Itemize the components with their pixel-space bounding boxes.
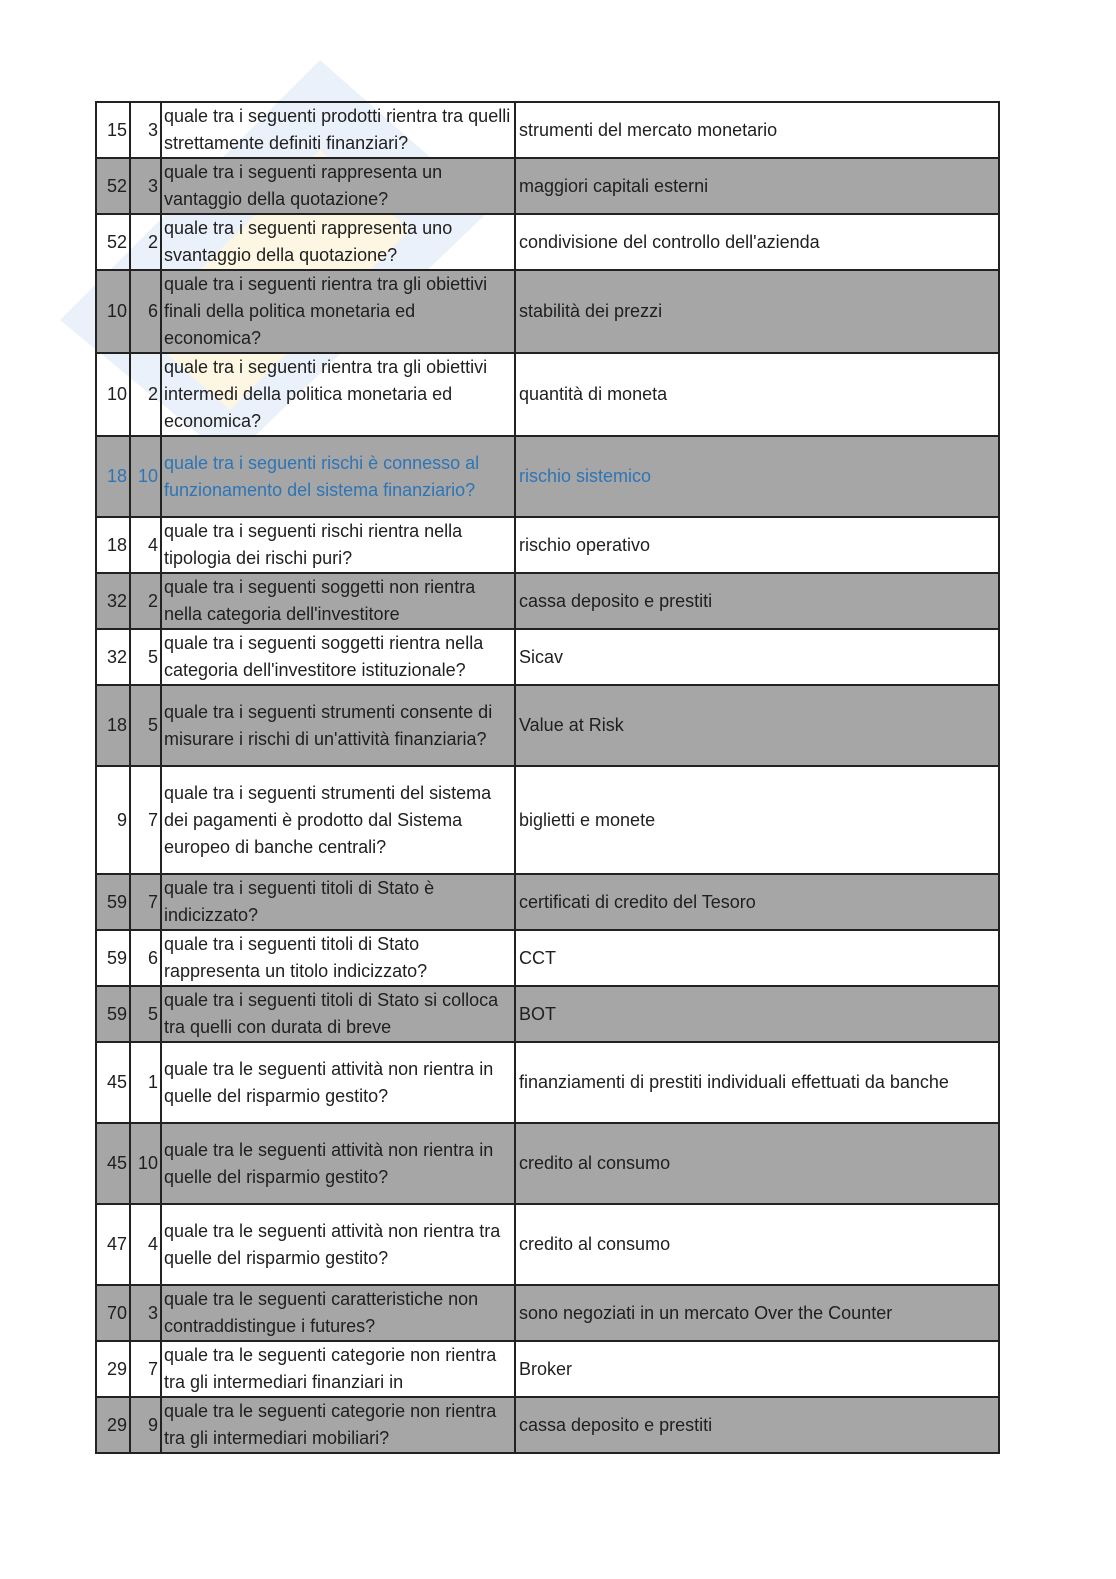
- cell-question: quale tra le seguenti categorie non rientra tra gli intermediari finanziari in: [161, 1341, 515, 1397]
- cell-chapter-number: 15: [96, 102, 130, 158]
- cell-question-number: 6: [130, 930, 161, 986]
- cell-question-number: 5: [130, 629, 161, 685]
- cell-answer: Sicav: [515, 629, 999, 685]
- quiz-answer-table: [95, 101, 1000, 1454]
- cell-question: quale tra i seguenti soggetti rientra nella categoria dell'investitore istituzionale?: [161, 629, 515, 685]
- cell-question: quale tra i seguenti rientra tra gli obiettivi finali della politica monetaria ed economica?: [161, 270, 515, 353]
- cell-question: quale tra i seguenti strumenti del sistema dei pagamenti è prodotto dal Sistema europeo di banche centrali?: [161, 766, 515, 874]
- cell-answer: maggiori capitali esterni: [515, 158, 999, 214]
- cell-question-number: 3: [130, 158, 161, 214]
- cell-chapter-number: 29: [96, 1341, 130, 1397]
- cell-answer: sono negoziati in un mercato Over the Counter: [515, 1285, 999, 1341]
- cell-chapter-number: 29: [96, 1397, 130, 1453]
- cell-question: quale tra i seguenti rappresenta un vantaggio della quotazione?: [161, 158, 515, 214]
- cell-question-number: 10: [130, 436, 161, 517]
- cell-question: quale tra i seguenti rappresenta uno svantaggio della quotazione?: [161, 214, 515, 270]
- cell-question: quale tra i seguenti rischi rientra nella tipologia dei rischi puri?: [161, 517, 515, 573]
- table-row: [96, 930, 999, 986]
- table-row: [96, 353, 999, 436]
- cell-answer: rischio sistemico: [515, 436, 999, 517]
- cell-question: quale tra i seguenti prodotti rientra tra quelli strettamente definiti finanziari?: [161, 102, 515, 158]
- cell-answer: credito al consumo: [515, 1204, 999, 1285]
- cell-question: quale tra i seguenti titoli di Stato è indicizzato?: [161, 874, 515, 930]
- table-row: [96, 1397, 999, 1453]
- cell-answer: rischio operativo: [515, 517, 999, 573]
- cell-answer: condivisione del controllo dell'azienda: [515, 214, 999, 270]
- table-body: [96, 102, 999, 1453]
- cell-question-number: 7: [130, 874, 161, 930]
- cell-chapter-number: 18: [96, 517, 130, 573]
- cell-question: quale tra i seguenti rischi è connesso al funzionamento del sistema finanziario?: [161, 436, 515, 517]
- cell-question-number: 4: [130, 1204, 161, 1285]
- cell-question-number: 1: [130, 1042, 161, 1123]
- table-row: [96, 436, 999, 517]
- cell-answer: credito al consumo: [515, 1123, 999, 1204]
- table-row: [96, 270, 999, 353]
- cell-chapter-number: 45: [96, 1042, 130, 1123]
- cell-chapter-number: 59: [96, 874, 130, 930]
- cell-question: quale tra i seguenti titoli di Stato rappresenta un titolo indicizzato?: [161, 930, 515, 986]
- cell-chapter-number: 32: [96, 629, 130, 685]
- cell-answer: cassa deposito e prestiti: [515, 573, 999, 629]
- table-row: [96, 214, 999, 270]
- table-row: [96, 1204, 999, 1285]
- table-row: [96, 766, 999, 874]
- cell-question: quale tra i seguenti rientra tra gli obiettivi intermedi della politica monetaria ed economica?: [161, 353, 515, 436]
- cell-question: quale tra le seguenti attività non rientra tra quelle del risparmio gestito?: [161, 1204, 515, 1285]
- cell-chapter-number: 45: [96, 1123, 130, 1204]
- cell-answer: stabilità dei prezzi: [515, 270, 999, 353]
- table-row: [96, 629, 999, 685]
- cell-question-number: 3: [130, 102, 161, 158]
- cell-answer: strumenti del mercato monetario: [515, 102, 999, 158]
- cell-chapter-number: 52: [96, 214, 130, 270]
- cell-question-number: 9: [130, 1397, 161, 1453]
- cell-question-number: 2: [130, 573, 161, 629]
- cell-question: quale tra i seguenti strumenti consente di misurare i rischi di un'attività finanziaria?: [161, 685, 515, 766]
- table-row: [96, 102, 999, 158]
- table-row: [96, 1285, 999, 1341]
- cell-question: quale tra i seguenti soggetti non rientra nella categoria dell'investitore: [161, 573, 515, 629]
- cell-question-number: 5: [130, 685, 161, 766]
- table-row: [96, 573, 999, 629]
- cell-chapter-number: 47: [96, 1204, 130, 1285]
- cell-question-number: 7: [130, 766, 161, 874]
- cell-question: quale tra le seguenti attività non rientra in quelle del risparmio gestito?: [161, 1042, 515, 1123]
- cell-question: quale tra le seguenti attività non rientra in quelle del risparmio gestito?: [161, 1123, 515, 1204]
- cell-answer: finanziamenti di prestiti individuali effettuati da banche: [515, 1042, 999, 1123]
- cell-answer: quantità di moneta: [515, 353, 999, 436]
- table-row: [96, 517, 999, 573]
- table-row: [96, 1042, 999, 1123]
- cell-question-number: 4: [130, 517, 161, 573]
- cell-question-number: 5: [130, 986, 161, 1042]
- cell-chapter-number: 59: [96, 930, 130, 986]
- cell-chapter-number: 52: [96, 158, 130, 214]
- cell-question: quale tra i seguenti titoli di Stato si colloca tra quelli con durata di breve: [161, 986, 515, 1042]
- cell-chapter-number: 18: [96, 685, 130, 766]
- cell-question-number: 2: [130, 214, 161, 270]
- table-row: [96, 986, 999, 1042]
- cell-chapter-number: 18: [96, 436, 130, 517]
- cell-answer: Value at Risk: [515, 685, 999, 766]
- cell-question-number: 7: [130, 1341, 161, 1397]
- cell-answer: CCT: [515, 930, 999, 986]
- cell-question: quale tra le seguenti categorie non rientra tra gli intermediari mobiliari?: [161, 1397, 515, 1453]
- table-row: [96, 1341, 999, 1397]
- cell-chapter-number: 10: [96, 270, 130, 353]
- cell-chapter-number: 59: [96, 986, 130, 1042]
- cell-answer: Broker: [515, 1341, 999, 1397]
- cell-question-number: 2: [130, 353, 161, 436]
- cell-question-number: 3: [130, 1285, 161, 1341]
- cell-answer: BOT: [515, 986, 999, 1042]
- cell-answer: cassa deposito e prestiti: [515, 1397, 999, 1453]
- table-row: [96, 158, 999, 214]
- cell-chapter-number: 32: [96, 573, 130, 629]
- table-row: [96, 874, 999, 930]
- cell-question: quale tra le seguenti caratteristiche non contraddistingue i futures?: [161, 1285, 515, 1341]
- cell-chapter-number: 70: [96, 1285, 130, 1341]
- cell-answer: biglietti e monete: [515, 766, 999, 874]
- table-row: [96, 685, 999, 766]
- table-row: [96, 1123, 999, 1204]
- cell-answer: certificati di credito del Tesoro: [515, 874, 999, 930]
- cell-question-number: 6: [130, 270, 161, 353]
- cell-chapter-number: 10: [96, 353, 130, 436]
- cell-question-number: 10: [130, 1123, 161, 1204]
- cell-chapter-number: 9: [96, 766, 130, 874]
